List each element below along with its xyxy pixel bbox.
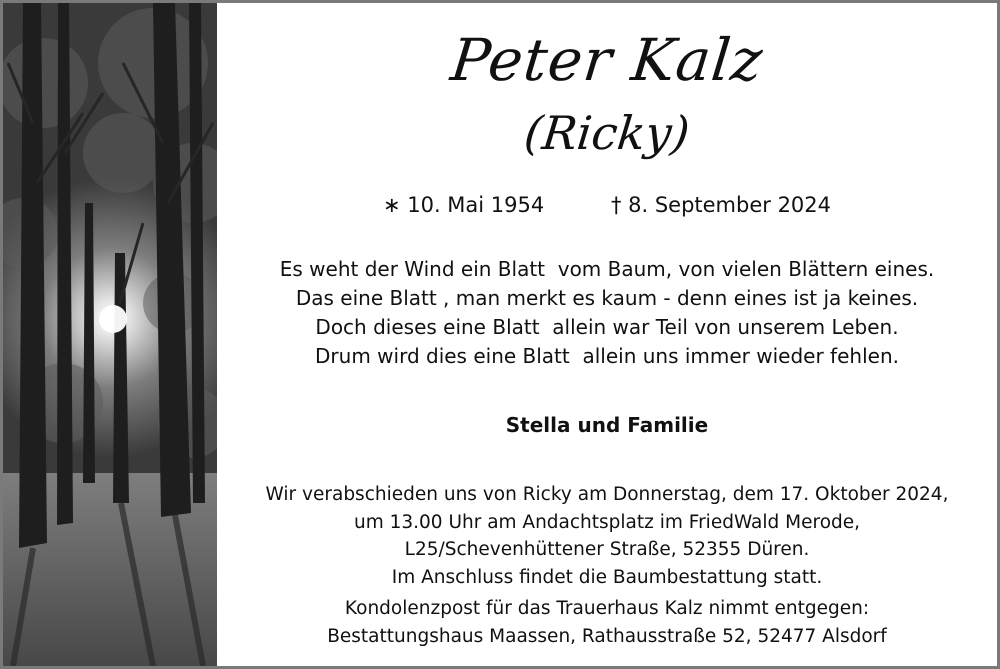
poem-line: Doch dieses eine Blatt allein war Teil von unserem Leben. <box>315 315 899 339</box>
ceremony-line: Im Anschluss findet die Baumbestattung statt. <box>391 566 823 588</box>
forest-image <box>3 3 217 666</box>
contact-line: Kondolenzpost für das Trauerhaus Kalz nimmt entgegen: <box>344 598 870 619</box>
poem <box>217 255 997 371</box>
birth-date: ∗ 10. Mai 1954 <box>382 193 545 217</box>
contact-line: Bestattungshaus Maassen, Rathausstraße 52, 52477 Alsdorf <box>327 625 887 647</box>
forest-photo <box>3 3 217 666</box>
mourners-signature: Stella und Familie <box>505 413 709 437</box>
obituary-text <box>217 3 997 666</box>
death-date: † 8. September 2024 <box>610 193 832 217</box>
condolence-contact <box>217 595 997 650</box>
ceremony-line: um 13.00 Uhr am Andachtsplatz im FriedWald Merode, <box>353 511 861 533</box>
deceased-name: Peter Kalz <box>447 26 767 94</box>
ceremony-info <box>217 481 997 591</box>
deceased-nickname: (Ricky) <box>521 106 693 160</box>
life-dates <box>217 190 997 220</box>
ceremony-line: Wir verabschieden uns von Ricky am Donnerstag, dem 17. Oktober 2024, <box>265 484 949 505</box>
ceremony-line: L25/Schevenhüttener Straße, 52355 Düren. <box>404 539 810 560</box>
poem-line: Das eine Blatt , man merkt es kaum - denn eines ist ja keines. <box>295 286 919 310</box>
poem-line: Drum wird dies eine Blatt allein uns immer wieder fehlen. <box>315 344 899 368</box>
poem-line: Es weht der Wind ein Blatt vom Baum, von vielen Blättern eines. <box>279 257 935 281</box>
